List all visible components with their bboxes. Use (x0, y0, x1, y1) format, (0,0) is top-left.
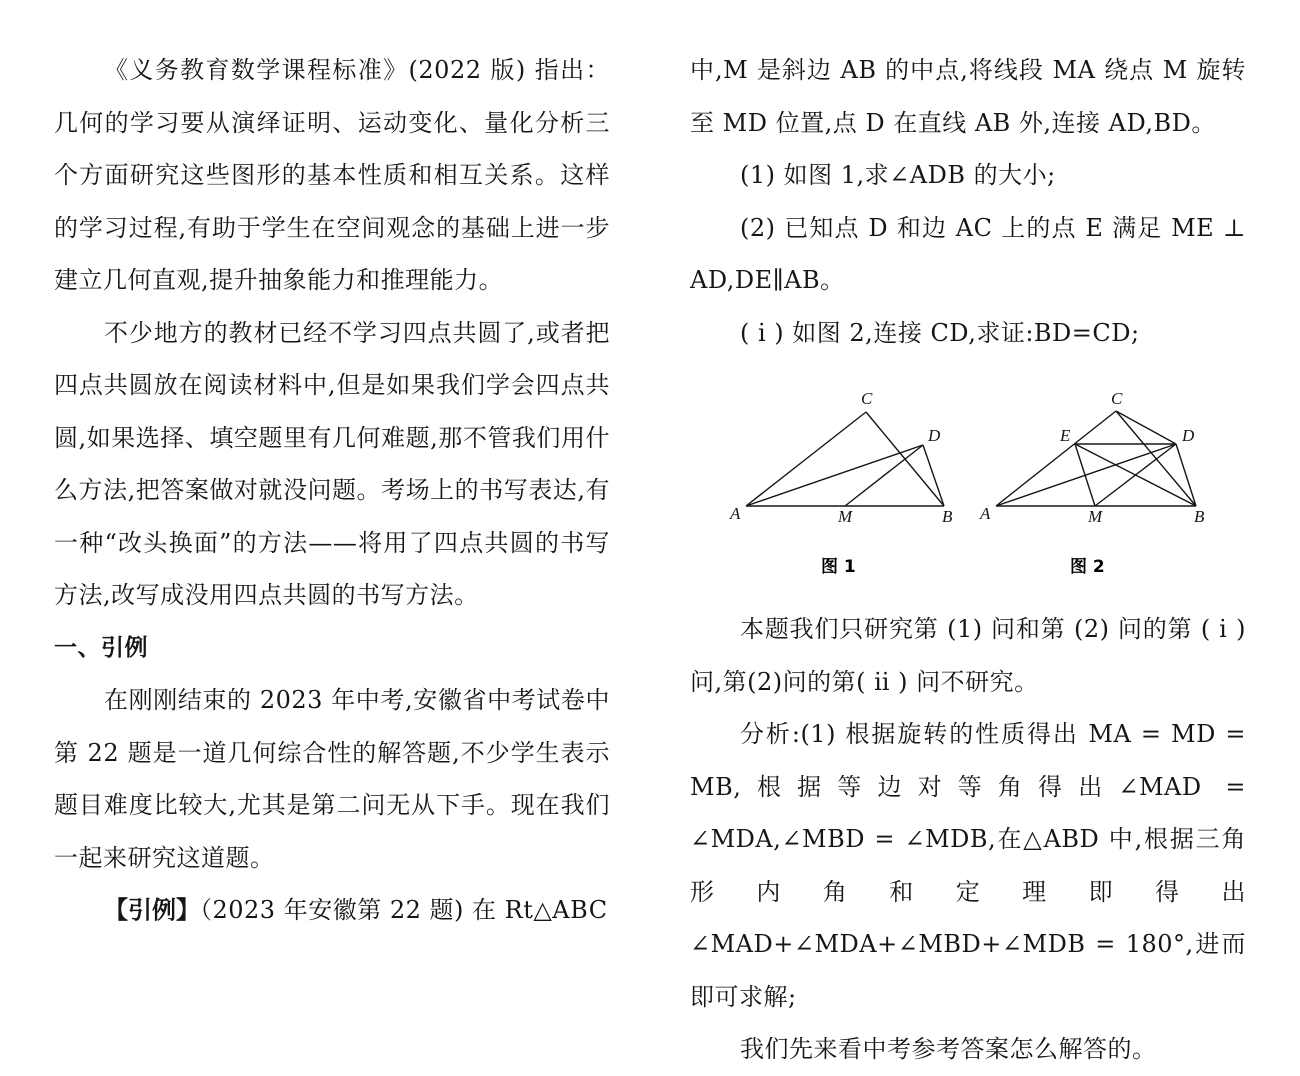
fig2-label-b: B (1194, 507, 1205, 526)
fig1-label-c: C (861, 389, 873, 408)
figure-1 (729, 389, 953, 577)
figure-2 (979, 389, 1205, 577)
method-paragraph: 不少地方的教材已经不学习四点共圆了,或者把四点共圆放在阅读材料中,但是如果我们学会四点共圆,如果选择、填空题里有几何难题,那不管我们用什么方法,把答案做对就没问题。考场上的书写表达,有一种“改头换面”的方法——将用了四点共圆的书写方法,改写成没用四点共圆的书写方法。 (54, 318, 610, 609)
fig2-label-c: C (1111, 389, 1123, 408)
study-scope-paragraph: 本题我们只研究第 (1) 问和第 (2) 问的第 ( ⅰ ) 问,第(2)问的第( ⅱ ) 问不研究。 (690, 615, 1246, 696)
example-statement (54, 884, 610, 937)
closing-paragraph: 我们先来看中考参考答案怎么解答的。 (740, 1035, 1157, 1063)
fig1-label-d: D (928, 426, 941, 445)
example-intro-paragraph: 在刚刚结束的 2023 年中考,安徽省中考试卷中第 22 题是一道几何综合性的解答题,不少学生表示题目难度比较大,尤其是第二问无从下手。现在我们一起来研究这道题。 (54, 686, 610, 872)
fig1-segment-db (923, 445, 944, 506)
fig2-label-d: D (1182, 426, 1195, 445)
example-text: （2023 年安徽第 22 题) 在 Rt△ABC (200, 896, 608, 924)
question-1: (1) 如图 1,求∠ADB 的大小; (740, 161, 1056, 189)
fig2-label-m: M (1088, 507, 1103, 526)
fig1-segment-md (845, 445, 923, 506)
analysis-paragraph: 分析:(1) 根据旋转的性质得出 MA = MD = MB,根据等边对等角得出∠MAD = ∠MDA,∠MBD = ∠MDB,在△ABD 中,根据三角形内角和定理即得出∠MAD+∠MDA+∠MBD+∠MDB = 180°,进而即可求解; (690, 720, 1246, 1011)
section-heading: 一、引例 (54, 634, 148, 661)
fig2-segment-eb (1075, 444, 1196, 506)
fig2-segment-ad (996, 444, 1176, 506)
example-label: 【引例】 (104, 896, 200, 924)
question-2-i: ( ⅰ ) 如图 2,连接 CD,求证:BD=CD; (740, 318, 1140, 347)
fig2-label-e: E (1060, 426, 1071, 445)
question-2: (2) 已知点 D 和边 AC 上的点 E 满足 ME ⊥ AD,DE∥AB。 (690, 213, 1246, 294)
figure-2-caption: 图 2 (1070, 557, 1105, 577)
left-column (54, 44, 610, 937)
fig2-segment-cd (1116, 411, 1176, 444)
fig2-segment-ac (996, 411, 1116, 506)
fig2-label-a: A (980, 504, 991, 523)
fig1-label-a: A (730, 504, 741, 523)
problem-continuation: 中,M 是斜边 AB 的中点,将线段 MA 绕点 M 旋转至 MD 位置,点 D 在直线 AB 外,连接 AD,BD。 (690, 56, 1246, 137)
right-column (690, 44, 1246, 1076)
fig1-segment-ad (746, 445, 923, 506)
fig1-label-b: B (942, 507, 953, 526)
figures (690, 359, 1246, 595)
intro-paragraph: 《义务教育数学课程标准》(2022 版) 指出：几何的学习要从演绎证明、运动变化、量化分析三个方面研究这些图形的基本性质和相互关系。这样的学习过程,有助于学生在空间观念的基础上进一步建立几何直观,提升抽象能力和推理能力。 (54, 56, 610, 294)
figures-svg (690, 359, 1246, 595)
figure-1-caption: 图 1 (821, 557, 856, 577)
fig1-label-m: M (838, 507, 853, 526)
fig1-segment-ac (746, 412, 866, 506)
